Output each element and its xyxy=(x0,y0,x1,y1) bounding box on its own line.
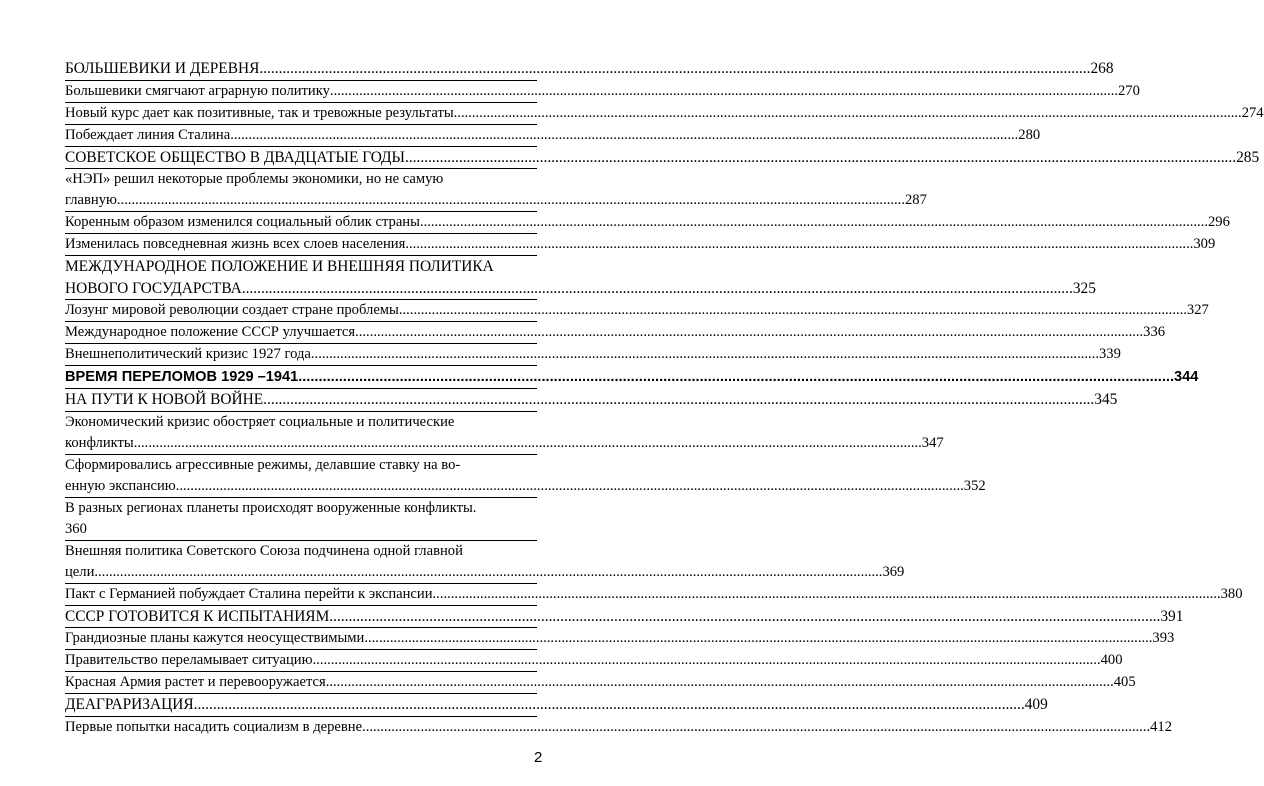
dot-leader xyxy=(176,476,964,497)
toc-entry-row xyxy=(65,190,927,211)
toc-entry[interactable] xyxy=(65,299,1209,321)
toc-entry-title: главную xyxy=(65,192,117,208)
dot-leader xyxy=(326,672,1114,693)
toc-entry-title: Грандиозные планы кажутся неосуществимыми xyxy=(65,630,365,646)
dot-leader xyxy=(399,300,1187,321)
toc-entry-title: конфликты xyxy=(65,434,134,451)
toc-section-entry[interactable] xyxy=(65,146,1260,169)
toc-entry-title: Коренным образом изменился социальный облик страны xyxy=(65,214,420,230)
toc-entry-title-line: Сформировались агрессивные режимы, делавшие ставку на во- xyxy=(65,456,461,473)
toc-entry-title: БОЛЬШЕВИКИ И ДЕРЕВНЯ xyxy=(65,60,260,77)
toc-entry-row xyxy=(65,212,1230,233)
toc-entry-title: Международное положение СССР улучшается xyxy=(65,324,356,340)
toc-entry-title-line: «НЭП» решил некоторые проблемы экономики, но не самую xyxy=(65,171,444,187)
toc-entry-title: СОВЕТСКОЕ ОБЩЕСТВО В ДВАДЦАТЫЕ ГОДЫ xyxy=(65,148,405,166)
toc-entry-row xyxy=(65,278,1096,300)
dot-leader xyxy=(362,717,1150,738)
dot-leader xyxy=(311,344,1099,365)
toc-entry-title: Правительство переламывает ситуацию xyxy=(65,652,313,668)
toc-entry-title: Новый курс дает как позитивные, так и тревожные результаты xyxy=(65,104,454,121)
toc-section-entry[interactable] xyxy=(65,365,1199,388)
toc-entry-title: цели xyxy=(65,563,95,580)
toc-entry-title: Лозунг мировой революции создает стране проблемы xyxy=(65,302,399,318)
toc-entry[interactable] xyxy=(65,671,1136,693)
toc-entry-row xyxy=(65,81,1140,102)
toc-entry-page-number: 347 xyxy=(921,434,944,451)
toc-entry-page-number: 393 xyxy=(1152,630,1175,646)
toc-section-entry[interactable] xyxy=(65,388,1118,411)
toc-entry-row xyxy=(65,672,1136,693)
toc-entry[interactable] xyxy=(65,649,1123,671)
toc-entry-title: 360 xyxy=(65,520,87,537)
toc-entry-page-number: 400 xyxy=(1100,652,1123,668)
toc-entry-row xyxy=(65,366,1199,388)
toc-entry-title: Изменилась повседневная жизнь всех слоев населения xyxy=(65,236,406,252)
dot-leader xyxy=(433,584,1221,605)
toc-entry-page-number: 270 xyxy=(1117,82,1140,99)
toc-entry-page-number: 369 xyxy=(882,563,905,580)
toc-entry[interactable] xyxy=(65,583,1243,605)
dot-leader xyxy=(330,81,1118,102)
dot-leader xyxy=(298,366,1174,388)
toc-entry-row xyxy=(65,234,1216,255)
dot-leader xyxy=(263,389,1094,411)
toc-entry-title-line: Внешняя политика Советского Союза подчинена одной главной xyxy=(65,542,463,559)
toc-entry-title: Внешнеполитический кризис 1927 года xyxy=(65,346,311,362)
toc-entry-page-number: 274 xyxy=(1241,104,1264,121)
toc-entry-row xyxy=(65,58,1114,80)
toc-entry-title: СССР ГОТОВИТСЯ К ИСПЫТАНИЯМ xyxy=(65,607,330,625)
toc-entry-title: НОВОГО ГОСУДАРСТВА xyxy=(65,279,242,297)
toc-entry-title: Красная Армия растет и перевооружается xyxy=(65,674,326,690)
toc-entry[interactable] xyxy=(65,321,1166,343)
toc-section-entry[interactable] xyxy=(65,605,1184,628)
table-of-contents xyxy=(65,58,1264,738)
toc-entry-title: Первые попытки насадить социализм в деревне xyxy=(65,718,363,735)
dot-leader xyxy=(134,433,922,454)
toc-entry-page-number: 327 xyxy=(1186,302,1209,318)
toc-section-entry[interactable] xyxy=(65,693,1048,716)
toc-entry-row xyxy=(65,650,1123,671)
toc-entry-row xyxy=(65,147,1260,169)
toc-entry-page-number: 409 xyxy=(1024,696,1048,713)
dot-leader xyxy=(94,562,882,583)
dot-leader xyxy=(194,694,1025,716)
toc-entry-page-number: 412 xyxy=(1150,718,1173,735)
toc-entry[interactable] xyxy=(65,168,927,211)
toc-entry-page-number: 309 xyxy=(1193,236,1216,252)
toc-entry[interactable] xyxy=(65,80,1140,102)
toc-entry-page-number: 285 xyxy=(1236,148,1260,166)
toc-entry-row xyxy=(65,344,1121,365)
toc-entry[interactable] xyxy=(65,497,537,540)
toc-entry-title: Побеждает линия Сталина xyxy=(65,126,231,143)
toc-entry-title: Пакт с Германией побуждает Сталина перейти к экспансии xyxy=(65,585,433,602)
toc-section-entry[interactable] xyxy=(65,58,1114,80)
toc-entry-page-number: 405 xyxy=(1113,674,1136,690)
dot-leader xyxy=(313,650,1101,671)
toc-entry-page-number: 336 xyxy=(1143,324,1166,340)
toc-entry-row xyxy=(65,562,905,583)
dot-leader xyxy=(117,190,905,211)
toc-entry-row xyxy=(65,300,1209,321)
dot-leader xyxy=(454,103,1242,124)
toc-entry-page-number: 380 xyxy=(1220,585,1243,602)
toc-entry[interactable] xyxy=(65,454,986,497)
page-number: 2 xyxy=(534,749,543,766)
toc-entry-page-number: 325 xyxy=(1072,279,1096,297)
toc-entry-page-number: 339 xyxy=(1098,346,1121,362)
toc-entry-page-number: 352 xyxy=(963,477,986,494)
toc-entry[interactable] xyxy=(65,211,1230,233)
toc-entry-title-line: В разных регионах планеты происходят вооруженные конфликты. xyxy=(65,499,477,516)
toc-entry-title: НА ПУТИ К НОВОЙ ВОЙНЕ xyxy=(65,391,264,408)
toc-entry-page-number: 391 xyxy=(1160,607,1184,625)
toc-entry[interactable] xyxy=(65,124,1041,146)
toc-entry-row xyxy=(65,628,1175,649)
toc-entry-row xyxy=(65,322,1166,343)
toc-entry[interactable] xyxy=(65,411,944,454)
toc-entry[interactable] xyxy=(65,716,1173,738)
toc-entry-title: ДЕАГРАРИЗАЦИЯ xyxy=(65,696,194,713)
dot-leader xyxy=(405,147,1236,169)
dot-leader xyxy=(242,278,1073,300)
toc-entry-title: ВРЕМЯ ПЕРЕЛОМОВ 1929 –1941 xyxy=(65,369,299,385)
dot-leader xyxy=(364,628,1152,649)
toc-entry-title-line: Экономический кризис обостряет социальные и политические xyxy=(65,413,455,430)
dot-leader xyxy=(405,234,1193,255)
toc-entry-row xyxy=(65,694,1048,716)
toc-entry-row xyxy=(65,125,1041,146)
toc-entry-page-number: 344 xyxy=(1174,369,1199,385)
toc-entry-row xyxy=(65,476,986,497)
dot-leader xyxy=(230,125,1018,146)
toc-entry[interactable] xyxy=(65,102,1264,124)
toc-entry[interactable] xyxy=(65,343,1121,365)
toc-entry-page-number: 345 xyxy=(1094,391,1118,408)
toc-entry-row xyxy=(65,717,1173,738)
toc-entry-title: Большевики смягчают аграрную политику xyxy=(65,82,330,99)
toc-entry-title: енную экспансию xyxy=(65,477,176,494)
dot-leader xyxy=(420,212,1208,233)
toc-entry-row xyxy=(65,519,537,540)
toc-entry-row xyxy=(65,103,1264,124)
toc-entry-row xyxy=(65,433,944,454)
toc-entry-page-number: 268 xyxy=(1090,60,1114,77)
toc-entry[interactable] xyxy=(65,233,1216,255)
dot-leader xyxy=(355,322,1143,343)
toc-entry[interactable] xyxy=(65,627,1175,649)
toc-entry-page-number: 280 xyxy=(1018,126,1041,143)
toc-entry-title-line: МЕЖДУНАРОДНОЕ ПОЛОЖЕНИЕ И ВНЕШНЯЯ ПОЛИТИКА xyxy=(65,258,494,275)
dot-leader xyxy=(259,58,1090,80)
dot-leader xyxy=(329,606,1160,628)
toc-entry-row xyxy=(65,584,1243,605)
toc-entry-row xyxy=(65,389,1118,411)
toc-entry-page-number: 296 xyxy=(1207,214,1230,230)
toc-entry-page-number: 287 xyxy=(904,192,927,208)
toc-section-entry[interactable] xyxy=(65,255,1096,299)
toc-entry[interactable] xyxy=(65,540,905,583)
toc-entry-row xyxy=(65,606,1184,628)
